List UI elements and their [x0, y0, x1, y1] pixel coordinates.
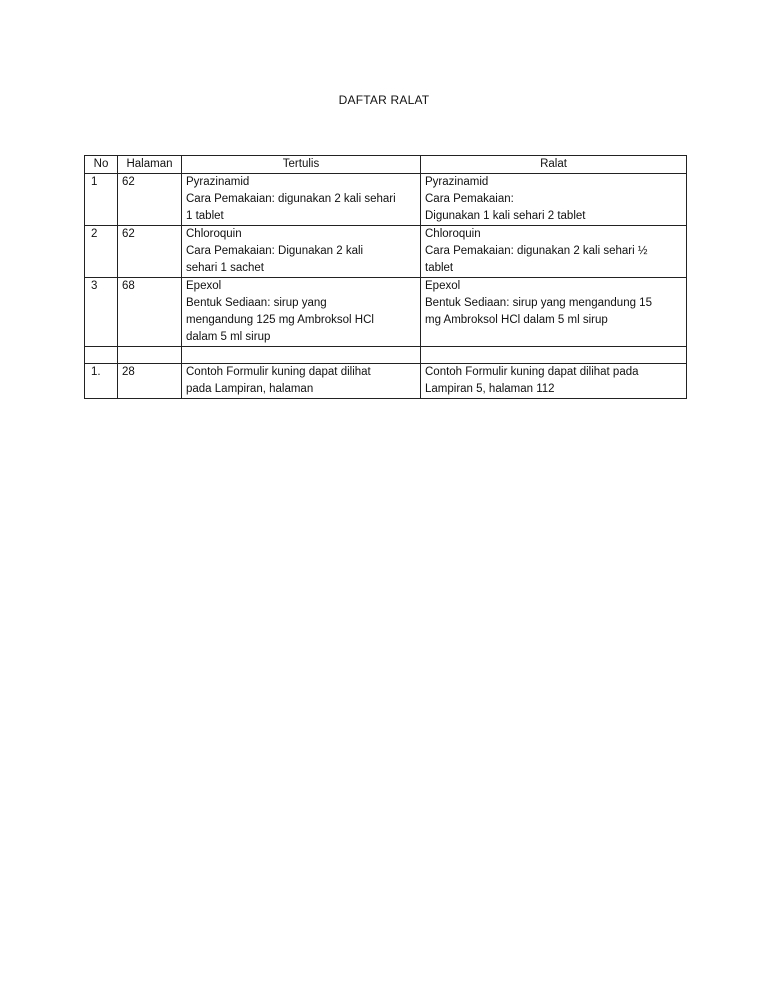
cell-tertulis — [182, 174, 421, 226]
cell-no: 3 — [85, 278, 118, 347]
cell-halaman: 62 — [118, 174, 182, 226]
cell-no: 1 — [85, 174, 118, 226]
cell-line: Epexol — [425, 280, 461, 292]
cell-line: 1 tablet — [186, 210, 224, 222]
cell-empty — [85, 347, 118, 364]
cell-line: Chloroquin — [425, 228, 481, 240]
page-title: DAFTAR RALAT — [338, 93, 430, 107]
header-ralat: Ralat — [421, 156, 687, 174]
cell-no: 1. — [85, 364, 118, 399]
table-header-row — [85, 156, 687, 174]
header-tertulis: Tertulis — [182, 156, 421, 174]
cell-halaman: 68 — [118, 278, 182, 347]
table-row — [85, 226, 687, 278]
cell-line: pada Lampiran, halaman — [186, 383, 314, 395]
cell-line: Contoh Formulir kuning dapat dilihat — [186, 366, 371, 378]
cell-line: Digunakan 1 kali sehari 2 tablet — [425, 210, 586, 222]
table-row-empty — [85, 347, 687, 364]
cell-empty — [118, 347, 182, 364]
cell-line: Epexol — [186, 280, 222, 292]
cell-ralat — [421, 226, 687, 278]
cell-line: Lampiran 5, halaman 112 — [425, 383, 555, 395]
cell-tertulis — [182, 364, 421, 399]
cell-line: dalam 5 ml sirup — [186, 331, 271, 343]
cell-line: Bentuk Sediaan: sirup yang — [186, 297, 327, 309]
cell-ralat — [421, 278, 687, 347]
cell-line: Cara Pemakaian: digunakan 2 kali sehari ½ — [425, 245, 648, 257]
cell-line: tablet — [425, 262, 454, 274]
cell-no: 2 — [85, 226, 118, 278]
cell-line: sehari 1 sachet — [186, 262, 264, 274]
table-row — [85, 174, 687, 226]
cell-tertulis — [182, 226, 421, 278]
cell-line: Pyrazinamid — [186, 176, 250, 188]
errata-table — [84, 155, 687, 399]
cell-tertulis — [182, 278, 421, 347]
cell-line: mengandung 125 mg Ambroksol HCl — [186, 314, 374, 326]
cell-line: Cara Pemakaian: digunakan 2 kali sehari — [186, 193, 396, 205]
cell-empty — [421, 347, 687, 364]
cell-halaman: 62 — [118, 226, 182, 278]
cell-line: Contoh Formulir kuning dapat dilihat pada — [425, 366, 639, 378]
header-halaman: Halaman — [118, 156, 182, 174]
cell-line: Cara Pemakaian: — [425, 193, 514, 205]
cell-line: Bentuk Sediaan: sirup yang mengandung 15 — [425, 297, 652, 309]
table-row — [85, 364, 687, 399]
table-row — [85, 278, 687, 347]
cell-line: Chloroquin — [186, 228, 242, 240]
cell-line: Pyrazinamid — [425, 176, 489, 188]
cell-ralat — [421, 174, 687, 226]
cell-empty — [182, 347, 421, 364]
cell-halaman: 28 — [118, 364, 182, 399]
cell-line: mg Ambroksol HCl dalam 5 ml sirup — [425, 314, 608, 326]
cell-line: Cara Pemakaian: Digunakan 2 kali — [186, 245, 364, 257]
cell-ralat — [421, 364, 687, 399]
header-no: No — [85, 156, 118, 174]
